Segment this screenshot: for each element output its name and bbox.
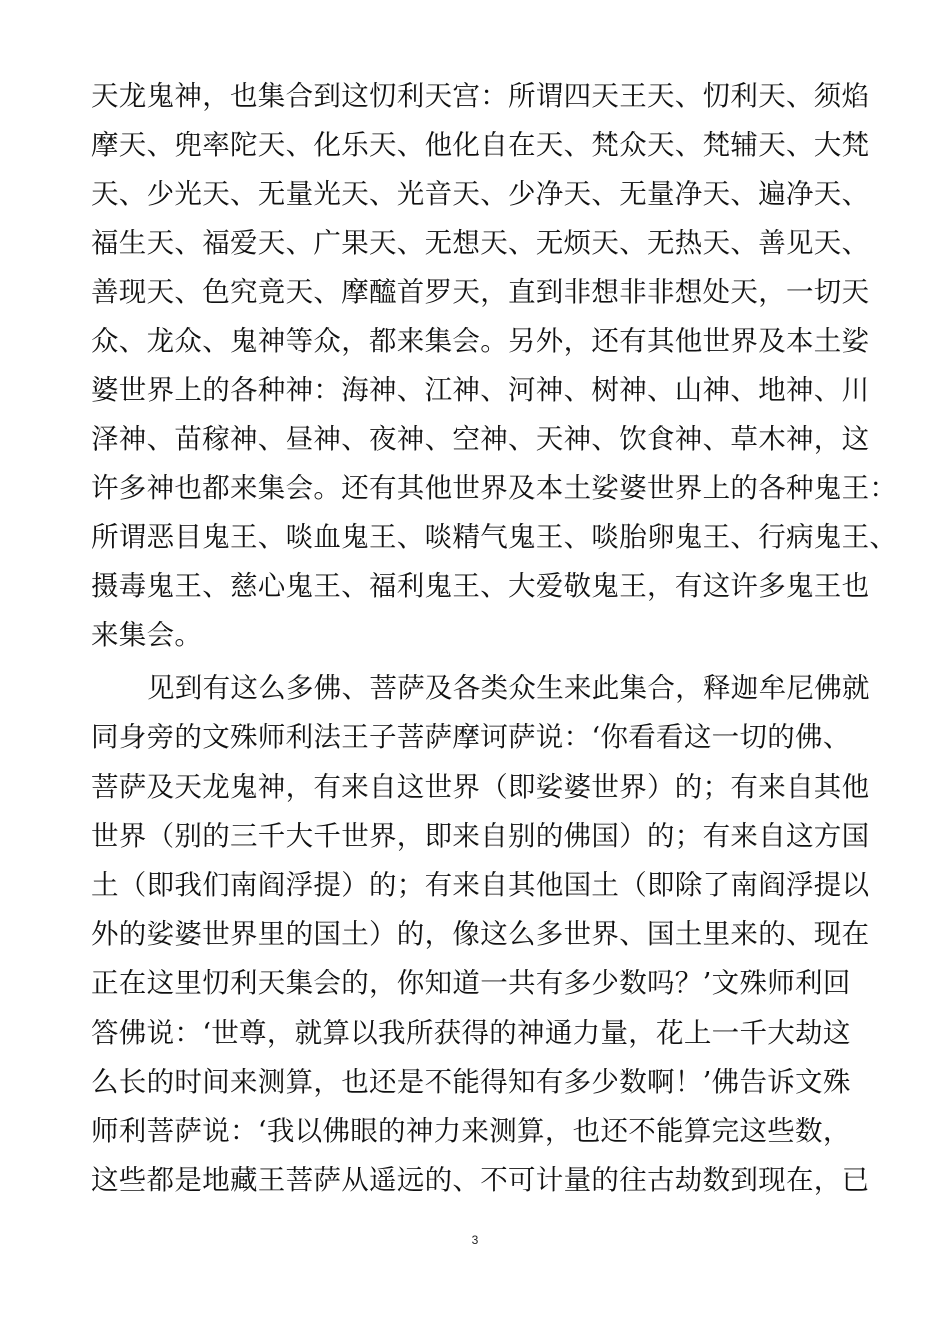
text-line: 摩天、兜率陀天、化乐天、他化自在天、梵众天、梵辅天、大梵 — [91, 129, 870, 161]
text-line: 世界（别的三千大千世界，即来自别的佛国）的；有来自这方国 — [91, 820, 870, 852]
text-line: 这些都是地藏王菩萨从遥远的、不可计量的往古劫数到现在，已 — [91, 1164, 870, 1196]
text-line: 外的娑婆世界里的国土）的，像这么多世界、国土里来的、现在 — [91, 918, 870, 950]
text-line: 答佛说：‘世尊，就算以我所获得的神通力量，花上一千大劫这 — [91, 1017, 851, 1049]
text-line: 天、少光天、无量光天、光音天、少净天、无量净天、遍净天、 — [91, 178, 870, 210]
text-line: 师利菩萨说：‘我以佛眼的神力来测算，也还不能算完这些数， — [91, 1115, 851, 1147]
paragraph-first-line: 见到有这么多佛、菩萨及各类众生来此集合，释迦牟尼佛就 — [147, 672, 870, 704]
text-line: 婆世界上的各种神：海神、江神、河神、树神、山神、地神、川 — [91, 374, 870, 406]
text-line: 福生天、福爱天、广果天、无想天、无烦天、无热天、善见天、 — [91, 227, 870, 259]
page-number: 3 — [471, 1233, 479, 1247]
text-line: 天龙鬼神，也集合到这忉利天宫：所谓四天王天、忉利天、须焰 — [91, 80, 870, 112]
text-line: 泽神、苗稼神、昼神、夜神、空神、天神、饮食神、草木神，这 — [91, 423, 870, 455]
text-line: 土（即我们南阎浮提）的；有来自其他国土（即除了南阎浮提以 — [91, 869, 870, 901]
text-line: 正在这里忉利天集会的，你知道一共有多少数吗？’文殊师利回 — [91, 967, 851, 999]
text-line: 同身旁的文殊师利法王子菩萨摩诃萨说：‘你看看这一切的佛、 — [91, 721, 851, 753]
text-line: 摄毒鬼王、慈心鬼王、福利鬼王、大爱敬鬼王，有这许多鬼王也 — [91, 570, 870, 602]
text-line: 善现天、色究竟天、摩醯首罗天，直到非想非非想处天，一切天 — [91, 276, 870, 308]
text-line: 所谓恶目鬼王、啖血鬼王、啖精气鬼王、啖胎卵鬼王、行病鬼王、 — [91, 521, 898, 553]
text-line: 菩萨及天龙鬼神，有来自这世界（即娑婆世界）的；有来自其他 — [91, 771, 870, 803]
text-line: 来集会。 — [91, 619, 203, 651]
text-line: 众、龙众、鬼神等众，都来集会。另外，还有其他世界及本土娑 — [91, 325, 870, 357]
text-line: 许多神也都来集会。还有其他世界及本土娑婆世界上的各种鬼王： — [91, 472, 898, 504]
text-line: 么长的时间来测算，也还是不能得知有多少数啊！’佛告诉文殊 — [91, 1066, 851, 1098]
